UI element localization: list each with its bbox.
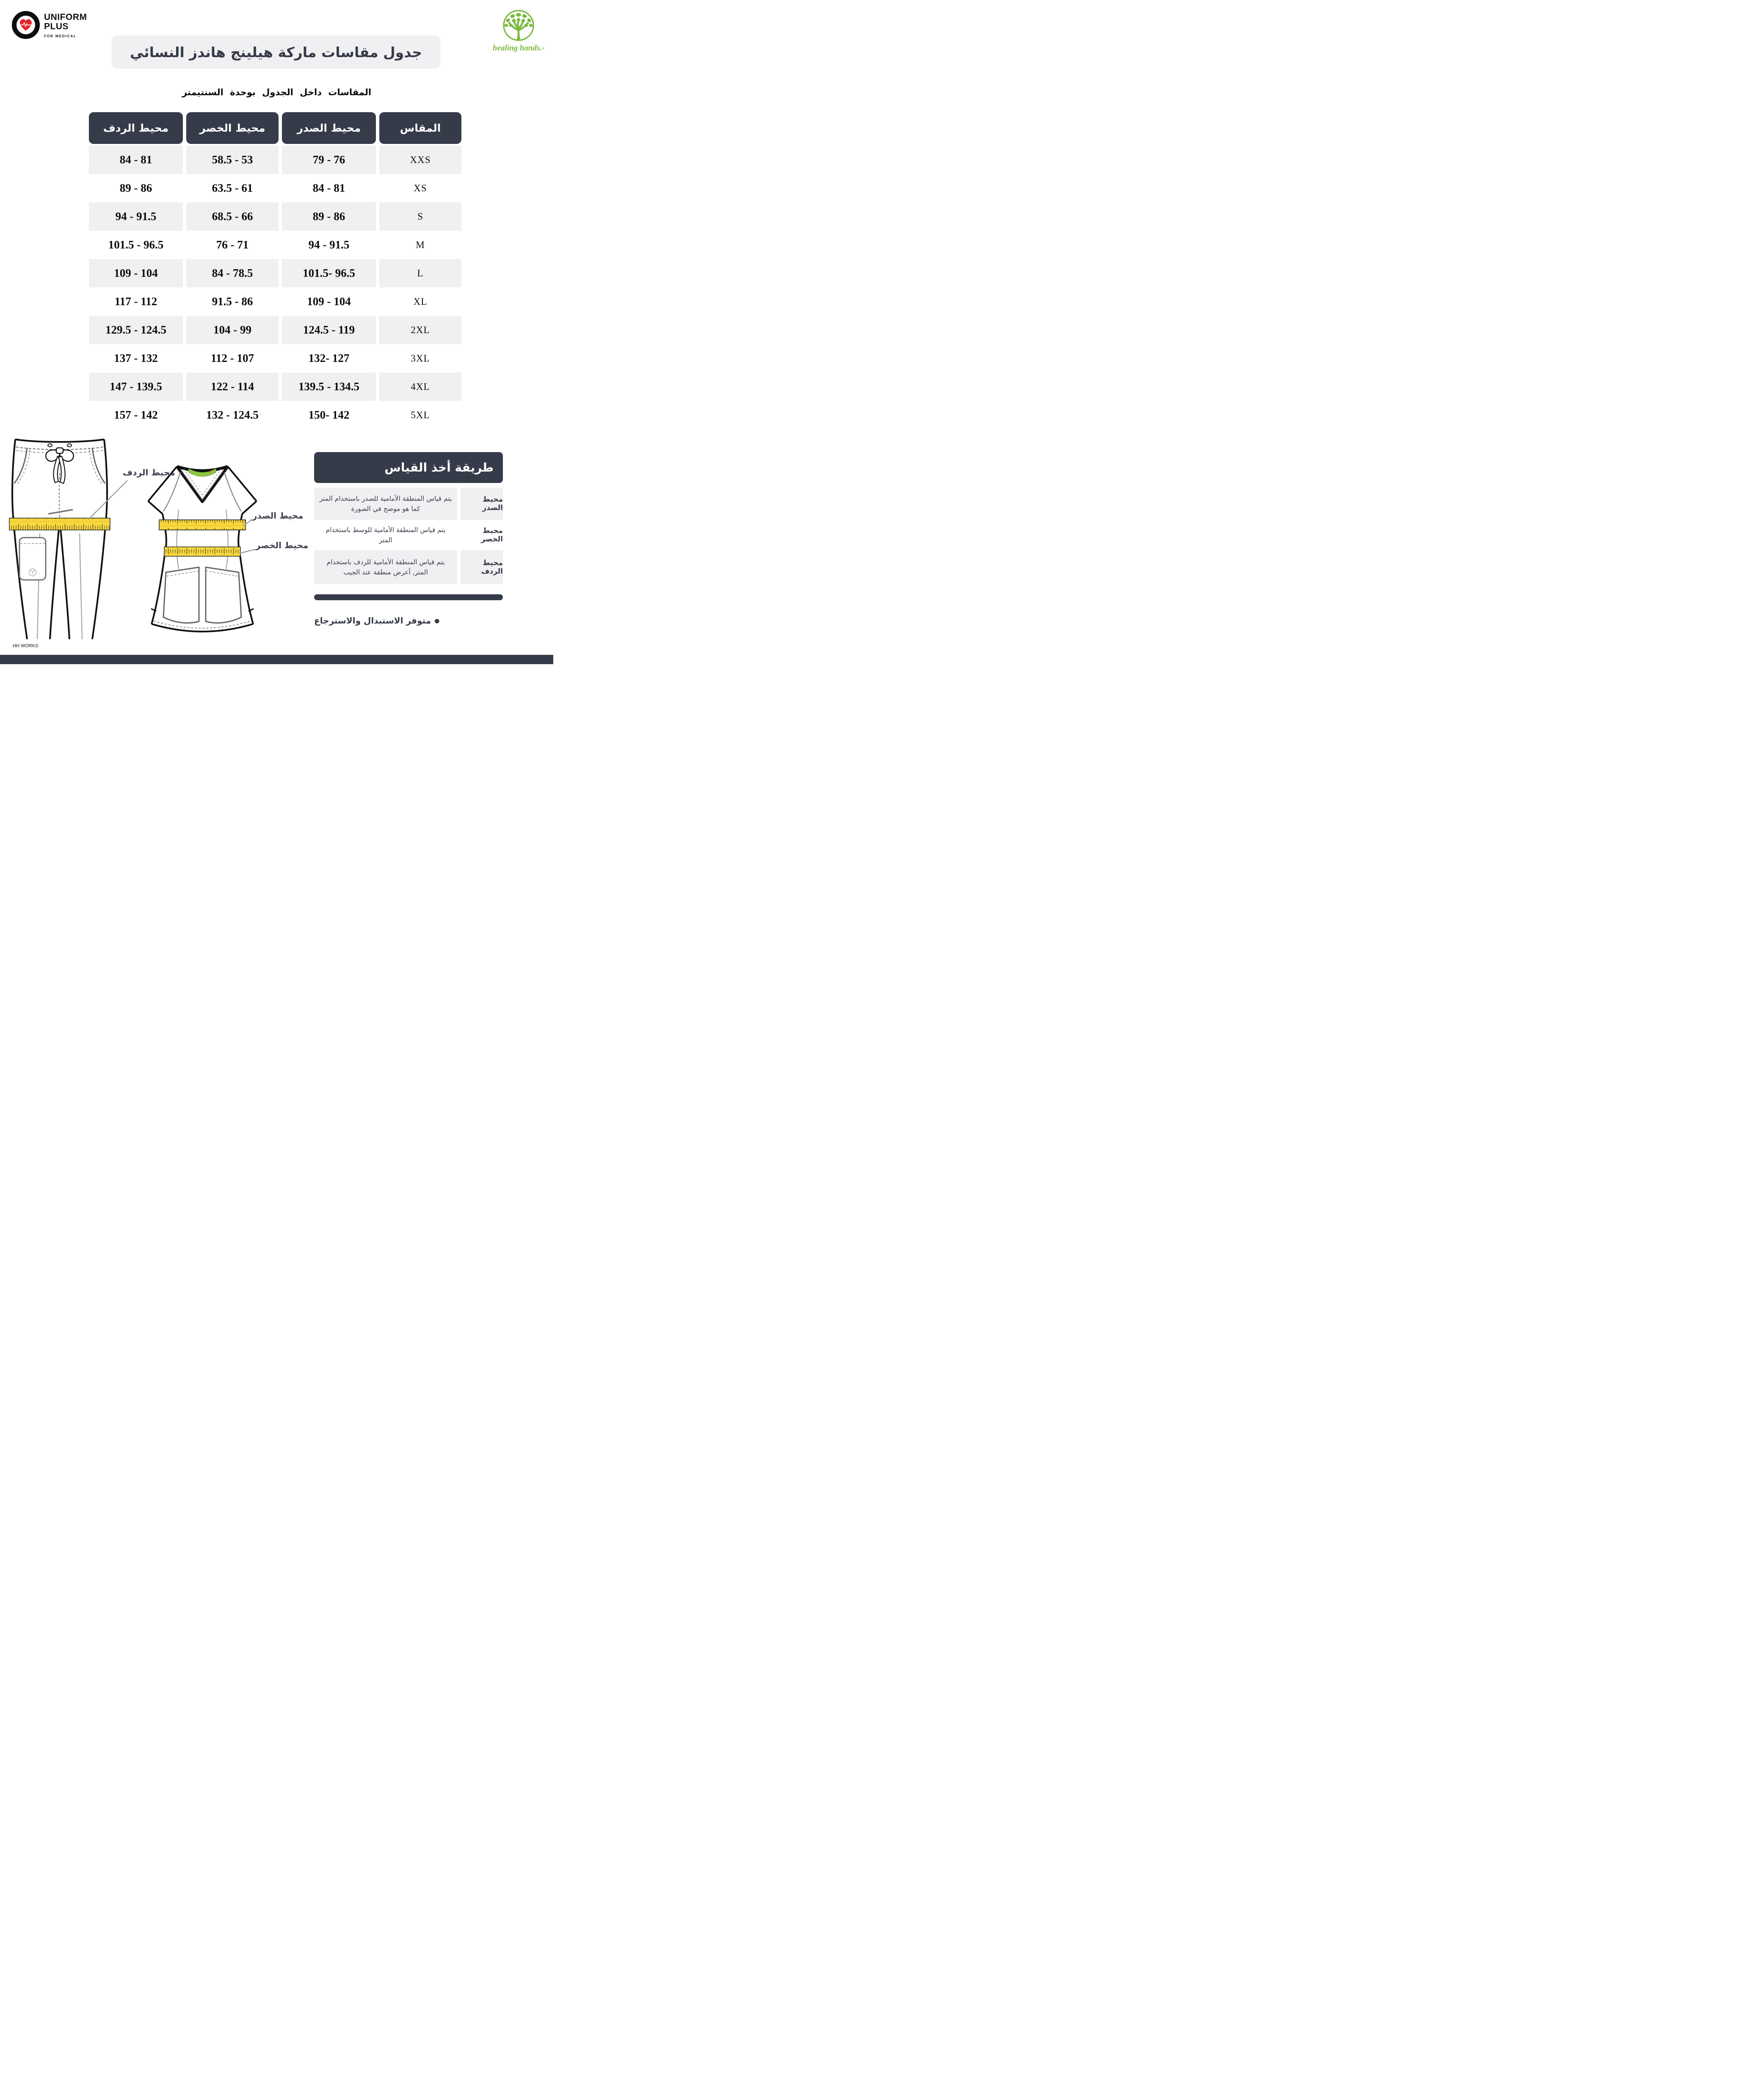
brand-tagline: FOR MEDICAL	[44, 34, 77, 38]
waist-diagram-label: محيط الخصر	[256, 540, 309, 550]
cell-chest: 127 -132	[308, 352, 350, 364]
page-subtitle: المقاسات داخل الجدول بوحدة السنتيمتر	[182, 87, 372, 97]
partner-name: healing hands.	[492, 44, 542, 52]
table-row	[89, 146, 461, 174]
measure-guide-title: طريقة أخذ القياس	[384, 461, 494, 475]
cell-waist: 53 - 58.5	[186, 146, 279, 174]
cell-waist: 107 - 112	[211, 352, 254, 364]
measure-guide-rows	[314, 488, 503, 584]
uniform-plus-logo	[12, 11, 40, 39]
cell-size: L	[379, 259, 461, 287]
guide-label: محيط الردف	[461, 550, 503, 584]
cell-size: M	[416, 239, 425, 250]
chest-diagram-label: محيط الصدر	[252, 511, 304, 521]
cell-waist: 114 - 122	[186, 373, 279, 401]
cell-waist: 99 - 104	[186, 316, 279, 344]
cell-hips: 96.5 - 101.5	[108, 238, 164, 251]
cell-hips: 124.5 - 129.5	[89, 316, 183, 344]
cell-hips: 142 - 157	[114, 408, 158, 421]
table-row	[89, 202, 461, 231]
col-header-size: المقاس	[379, 112, 461, 144]
size-table	[89, 112, 461, 429]
cell-hips: 132 - 137	[114, 352, 158, 364]
cell-chest: 119 - 124.5	[282, 316, 376, 344]
cell-waist: 71 - 76	[216, 238, 249, 251]
cell-size: XS	[414, 182, 427, 193]
table-row	[89, 174, 461, 202]
table-row	[89, 287, 461, 316]
table-row	[89, 373, 461, 401]
table-row	[89, 401, 461, 429]
cell-chest: 91.5 - 94	[308, 238, 350, 251]
exchange-note	[314, 615, 503, 626]
credit-text: HH WORKS	[13, 643, 39, 648]
footer-strip	[0, 655, 553, 664]
brand-line2: PLUS	[44, 22, 69, 31]
guide-label: محيط الصدر	[461, 488, 503, 520]
cell-chest: 81 - 84	[312, 182, 345, 194]
cell-chest: 86 - 89	[282, 202, 376, 231]
cell-hips: 81 - 84	[89, 146, 183, 174]
cell-hips: 104 - 109	[89, 259, 183, 287]
cell-chest: 96.5 -101.5	[282, 259, 376, 287]
cell-size: S	[379, 202, 461, 231]
guide-row-hips	[314, 550, 503, 584]
table-row	[89, 259, 461, 287]
cell-chest: 142 -150	[308, 408, 350, 421]
heart-ekg-icon	[18, 17, 34, 33]
cell-waist: 124.5 - 132	[206, 408, 259, 421]
registered-mark: ®	[542, 47, 545, 50]
hips-diagram-label: محيط الردف	[123, 467, 175, 477]
guide-desc: يتم قياس المنطقة الأمامية للردف باستخدام المتر, أعرض منطقة عند الجيب	[314, 550, 457, 584]
cell-size: XXS	[379, 146, 461, 174]
cell-waist: 78.5 - 84	[186, 259, 279, 287]
col-header-hips: محيط الردف	[89, 112, 183, 144]
guide-divider-bar	[314, 594, 503, 600]
cell-waist: 66 - 68.5	[186, 202, 279, 231]
cell-waist: 61 - 63.5	[212, 182, 253, 194]
measure-guide-header	[314, 452, 503, 483]
cell-hips: 139.5 - 147	[89, 373, 183, 401]
cell-size: 3XL	[411, 353, 430, 364]
col-header-chest: محيط الصدر	[282, 112, 376, 144]
healing-hands-logo	[485, 8, 552, 53]
bullet-icon: ●	[434, 618, 440, 624]
cell-size: 5XL	[411, 409, 430, 420]
guide-label: محيط الخصر	[481, 527, 503, 544]
size-table-header	[89, 112, 461, 144]
exchange-note-text: متوفر الاستبدال والاسترجاع	[314, 615, 431, 626]
guide-desc: يتم قياس المنطقة الأمامية للصدر باستخدام المتر كما هو موضح في الصورة	[314, 488, 457, 520]
healing-hands-wordmark	[485, 44, 552, 53]
cell-hips: 86 - 89	[119, 182, 152, 194]
size-table-body	[89, 146, 461, 429]
title-banner	[112, 36, 440, 69]
size-chart-page	[0, 0, 553, 664]
cell-waist: 86 - 91.5	[212, 295, 253, 308]
cell-chest: 104 - 109	[307, 295, 351, 308]
col-header-waist: محيط الخصر	[186, 112, 279, 144]
page-title: جدول مقاسات ماركة هيلينج هاندز النسائي	[130, 44, 422, 61]
cell-size: 2XL	[379, 316, 461, 344]
cell-chest: 76 - 79	[282, 146, 376, 174]
table-row	[89, 316, 461, 344]
cell-chest: 134.5 - 139.5	[282, 373, 376, 401]
guide-row-chest	[314, 488, 503, 520]
uniform-plus-wordmark	[44, 13, 87, 38]
cell-hips: 91.5 - 94	[89, 202, 183, 231]
cell-size: XL	[413, 296, 428, 307]
table-row	[89, 344, 461, 373]
cell-size: 4XL	[379, 373, 461, 401]
table-row	[89, 231, 461, 259]
tree-icon	[501, 8, 536, 44]
brand-line1: UNIFORM	[44, 12, 87, 22]
cell-hips: 112 - 117	[114, 295, 157, 308]
guide-desc: يتم قياس المنطقة الأمامية للوسط باستخدام المتر	[326, 526, 446, 544]
guide-row-waist	[314, 520, 503, 550]
